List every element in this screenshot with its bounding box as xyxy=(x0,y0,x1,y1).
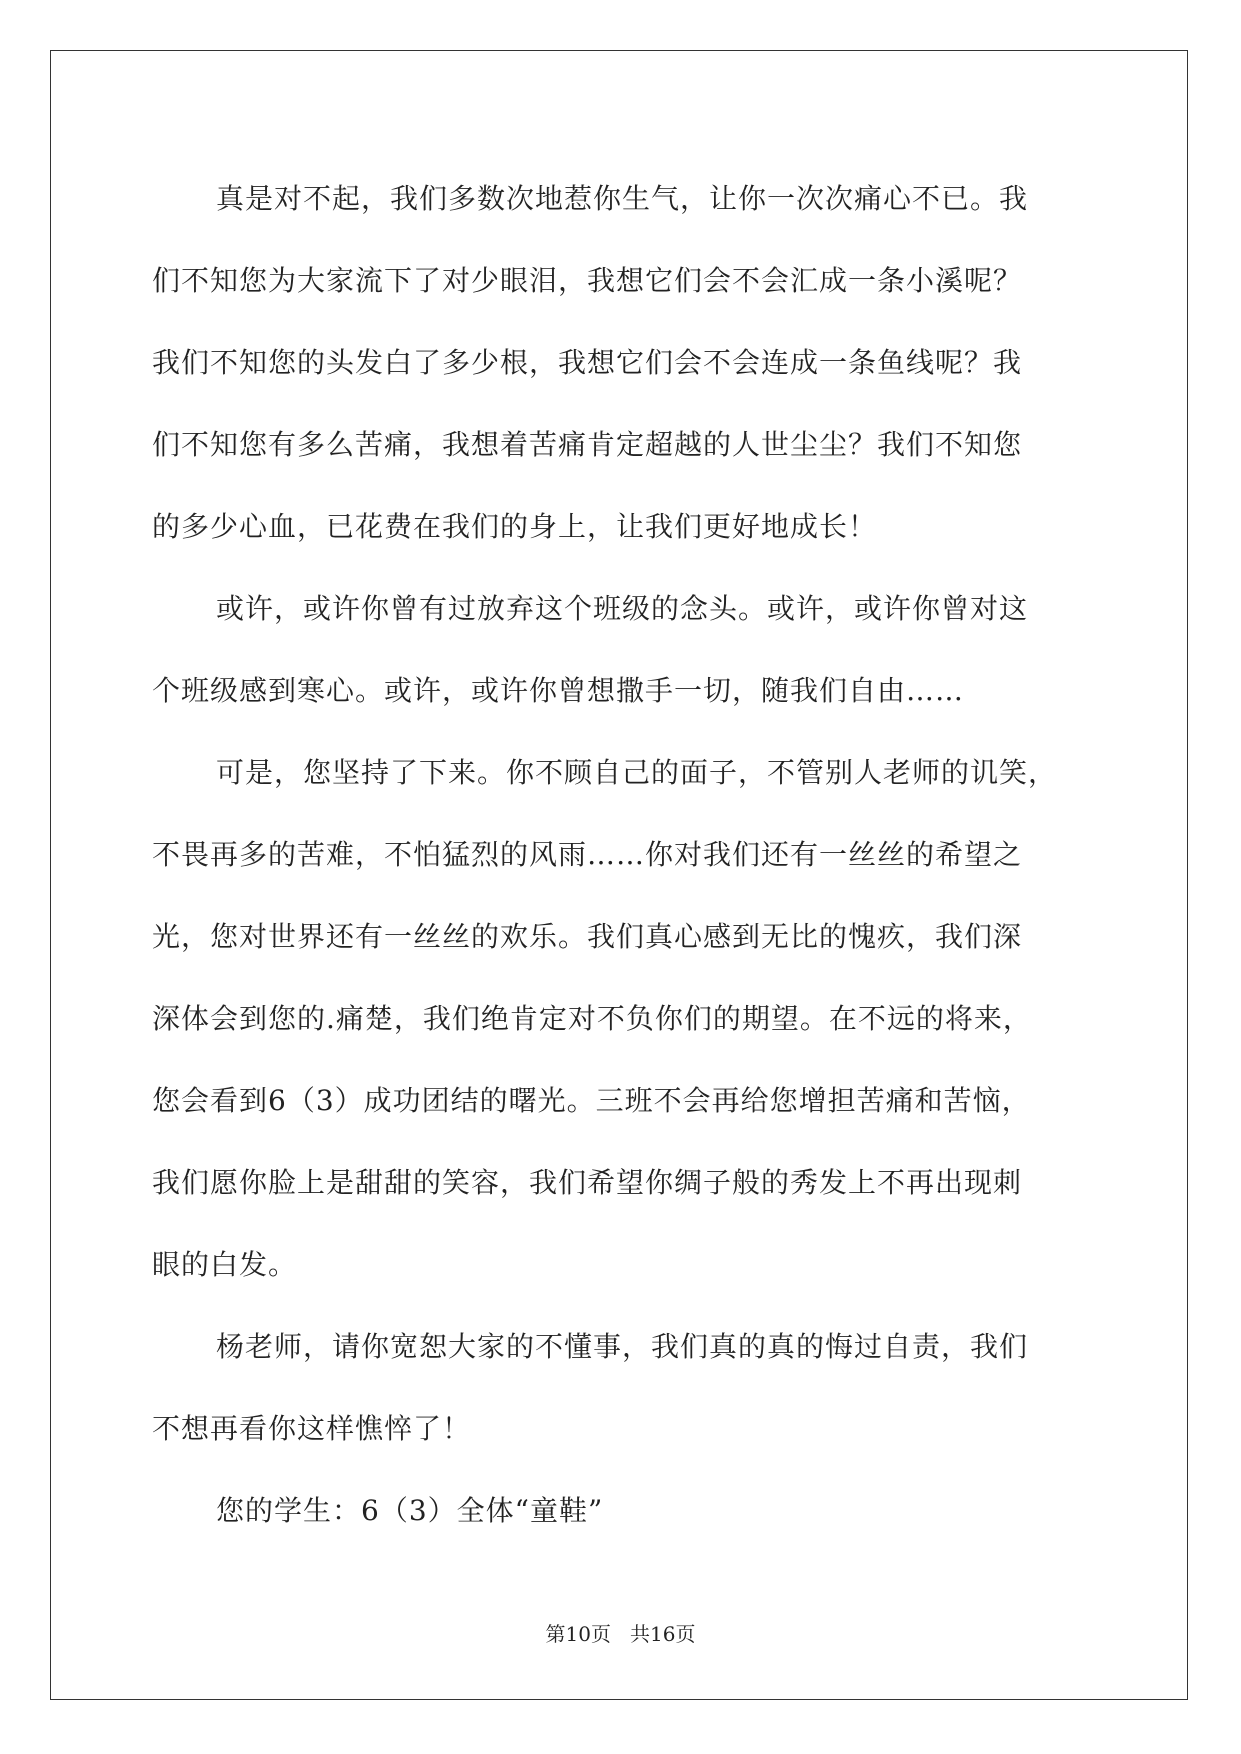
text-line: 杨老师，请你宽恕大家的不懂事，我们真的真的悔过自责，我们 xyxy=(216,1330,1029,1363)
text-line: 可是，您坚持了下来。你不顾自己的面子，不管别人老师的讥笑， xyxy=(216,756,1058,789)
text-line: 深体会到您的.痛楚，我们绝肯定对不负你们的期望。在不远的将来， xyxy=(152,1002,1032,1035)
text-line: 的多少心血，已花费在我们的身上，让我们更好地成长！ xyxy=(152,510,878,543)
text-line: 我们愿你脸上是甜甜的笑容，我们希望你绸子般的秀发上不再出现刺 xyxy=(152,1166,1023,1199)
text-line: 或许，或许你曾有过放弃这个班级的念头。或许，或许你曾对这 xyxy=(216,592,1029,625)
paragraph-2 xyxy=(152,568,1092,732)
text-line: 们不知您为大家流下了对少眼泪，我想它们会不会汇成一条小溪呢？ xyxy=(152,264,1023,297)
text-line: 眼的白发。 xyxy=(152,1248,298,1281)
signature-line: 您的学生：6（3）全体“童鞋” xyxy=(216,1494,604,1527)
text-line: 不想再看你这样憔悴了！ xyxy=(152,1412,472,1445)
text-line: 真是对不起，我们多数次地惹你生气，让你一次次痛心不已。我 xyxy=(216,182,1029,215)
page-footer xyxy=(0,1618,1241,1647)
text-line: 不畏再多的苦难，不怕猛烈的风雨……你对我们还有一丝丝的希望之 xyxy=(152,838,1023,871)
paragraph-1 xyxy=(152,158,1092,568)
text-line: 我们不知您的头发白了多少根，我想它们会不会连成一条鱼线呢？我 xyxy=(152,346,1023,379)
document-body xyxy=(152,158,1092,1552)
page-number: 第10页 共16页 xyxy=(545,1622,696,1646)
text-line: 们不知您有多么苦痛，我想着苦痛肯定超越的人世尘尘？我们不知您 xyxy=(152,428,1023,461)
text-line: 个班级感到寒心。或许，或许你曾想撒手一切，随我们自由…… xyxy=(152,674,965,707)
paragraph-3 xyxy=(152,732,1092,1306)
text-line: 光，您对世界还有一丝丝的欢乐。我们真心感到无比的愧疚，我们深 xyxy=(152,920,1023,953)
paragraph-4 xyxy=(152,1306,1092,1470)
signature-paragraph xyxy=(152,1470,1092,1552)
text-line: 您会看到6（3）成功团结的曙光。三班不会再给您增担苦痛和苦恼， xyxy=(152,1084,1031,1117)
